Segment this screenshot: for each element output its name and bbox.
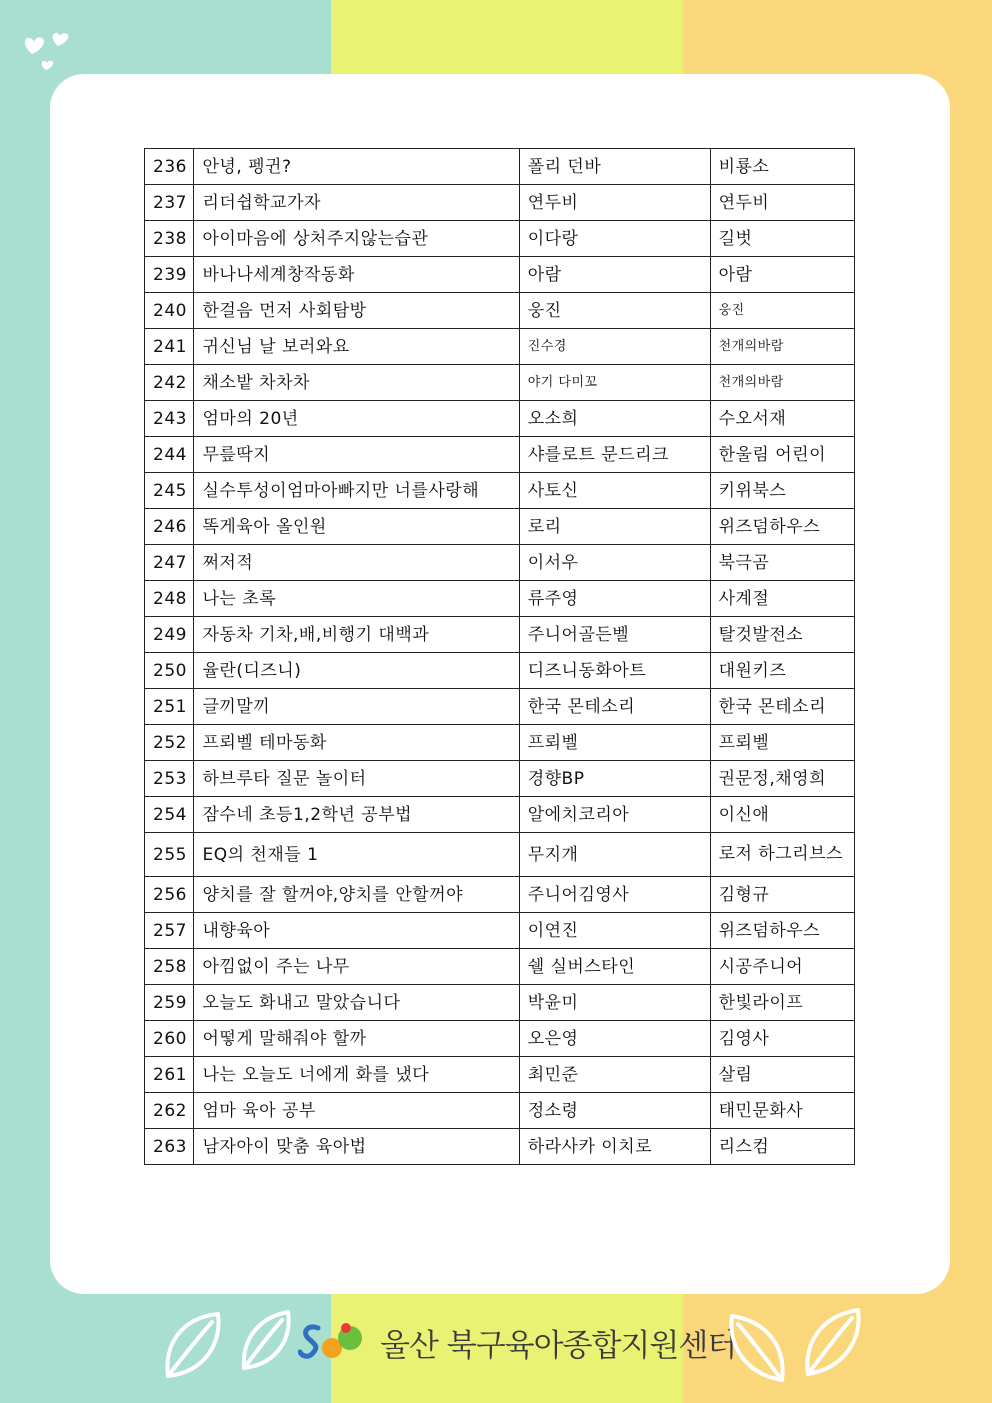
table-row: [145, 833, 855, 877]
table-row: [145, 149, 855, 185]
table-row: [145, 1057, 855, 1093]
book-author: 쉘 실버스타인: [519, 949, 710, 985]
book-publisher: 길벗: [710, 221, 854, 257]
row-number: 252: [145, 725, 194, 761]
row-number: 257: [145, 913, 194, 949]
table-row: [145, 437, 855, 473]
book-publisher: 살림: [710, 1057, 854, 1093]
table-row: [145, 1021, 855, 1057]
book-title: 엄마의 20년: [194, 401, 519, 437]
book-author: 알에치코리아: [519, 797, 710, 833]
row-number: 254: [145, 797, 194, 833]
row-number: 259: [145, 985, 194, 1021]
book-publisher: 웅진: [710, 293, 854, 329]
book-title: 귀신님 날 보러와요: [194, 329, 519, 365]
leaf-icon: [722, 1308, 792, 1388]
row-number: 236: [145, 149, 194, 185]
book-author: 류주영: [519, 581, 710, 617]
book-publisher: 위즈덤하우스: [710, 509, 854, 545]
table-row: [145, 509, 855, 545]
row-number: 258: [145, 949, 194, 985]
book-author: 프뢰벨: [519, 725, 710, 761]
table-row: [145, 877, 855, 913]
book-author: 샤를로트 문드리크: [519, 437, 710, 473]
book-publisher: 김영사: [710, 1021, 854, 1057]
table-row: [145, 617, 855, 653]
book-author: 야기 다미꼬: [519, 365, 710, 401]
book-title: 자동차 기차,배,비행기 대백과: [194, 617, 519, 653]
book-publisher: 수오서재: [710, 401, 854, 437]
row-number: 249: [145, 617, 194, 653]
row-number: 250: [145, 653, 194, 689]
book-title: 리더쉽학교가자: [194, 185, 519, 221]
book-title: 나는 초록: [194, 581, 519, 617]
book-title: 프뢰벨 테마동화: [194, 725, 519, 761]
book-title: 아이마음에 상처주지않는습관: [194, 221, 519, 257]
leaf-icon: [236, 1306, 296, 1376]
book-author: 정소령: [519, 1093, 710, 1129]
book-publisher: 연두비: [710, 185, 854, 221]
book-publisher: 사계절: [710, 581, 854, 617]
hearts-icon: [18, 24, 82, 74]
book-publisher: 프뢰벨: [710, 725, 854, 761]
book-title: 채소밭 차차차: [194, 365, 519, 401]
book-author: 디즈니동화아트: [519, 653, 710, 689]
book-author: 아람: [519, 257, 710, 293]
leaf-icon: [158, 1306, 228, 1386]
book-title: 실수투성이엄마아빠지만 너를사랑해: [194, 473, 519, 509]
book-author: 이서우: [519, 545, 710, 581]
table-row: [145, 581, 855, 617]
table-row: [145, 1129, 855, 1165]
row-number: 255: [145, 833, 194, 877]
row-number: 260: [145, 1021, 194, 1057]
table-row: [145, 473, 855, 509]
table-row: [145, 985, 855, 1021]
book-title: 남자아이 맞춤 육아법: [194, 1129, 519, 1165]
table-row: [145, 185, 855, 221]
book-publisher: 아람: [710, 257, 854, 293]
book-author: 오소희: [519, 401, 710, 437]
book-title: 나는 오늘도 너에게 화를 냈다: [194, 1057, 519, 1093]
book-publisher: 한울림 어린이: [710, 437, 854, 473]
book-publisher: 태민문화사: [710, 1093, 854, 1129]
book-title: 하브루타 질문 놀이터: [194, 761, 519, 797]
book-author: 경향BP: [519, 761, 710, 797]
table-row: [145, 949, 855, 985]
row-number: 246: [145, 509, 194, 545]
row-number: 261: [145, 1057, 194, 1093]
book-publisher: 권문정,채영희: [710, 761, 854, 797]
table-row: [145, 761, 855, 797]
book-author: 오은영: [519, 1021, 710, 1057]
book-title: 내향육아: [194, 913, 519, 949]
book-publisher: 천개의바람: [710, 329, 854, 365]
book-title: 한걸음 먼저 사회탐방: [194, 293, 519, 329]
row-number: 243: [145, 401, 194, 437]
book-author: 무지개: [519, 833, 710, 877]
table-row: [145, 293, 855, 329]
table-row: [145, 329, 855, 365]
book-publisher: 대원키즈: [710, 653, 854, 689]
row-number: 262: [145, 1093, 194, 1129]
book-publisher: 북극곰: [710, 545, 854, 581]
book-publisher: 이신애: [710, 797, 854, 833]
book-author: 주니어골든벨: [519, 617, 710, 653]
book-title: 양치를 잘 할꺼야,양치를 안할꺼야: [194, 877, 519, 913]
row-number: 256: [145, 877, 194, 913]
book-publisher: 천개의바람: [710, 365, 854, 401]
book-author: 로리: [519, 509, 710, 545]
book-title: 쩌저적: [194, 545, 519, 581]
row-number: 251: [145, 689, 194, 725]
book-author: 사토신: [519, 473, 710, 509]
footer: [0, 1300, 992, 1403]
book-title: 오늘도 화내고 말았습니다: [194, 985, 519, 1021]
row-number: 238: [145, 221, 194, 257]
book-author: 박윤미: [519, 985, 710, 1021]
table-row: [145, 221, 855, 257]
row-number: 248: [145, 581, 194, 617]
row-number: 241: [145, 329, 194, 365]
book-title: 바나나세계창작동화: [194, 257, 519, 293]
book-publisher: 리스컴: [710, 1129, 854, 1165]
table-row: [145, 689, 855, 725]
book-author: 연두비: [519, 185, 710, 221]
leaf-icon: [800, 1304, 866, 1382]
book-author: 웅진: [519, 293, 710, 329]
book-title: EQ의 천재들 1: [194, 833, 519, 877]
book-author: 폴리 던바: [519, 149, 710, 185]
book-author: 주니어김영사: [519, 877, 710, 913]
row-number: 240: [145, 293, 194, 329]
row-number: 244: [145, 437, 194, 473]
book-author: 진수경: [519, 329, 710, 365]
table-row: [145, 545, 855, 581]
table-row: [145, 1093, 855, 1129]
row-number: 237: [145, 185, 194, 221]
book-title: 엄마 육아 공부: [194, 1093, 519, 1129]
book-publisher: 위즈덤하우스: [710, 913, 854, 949]
book-title: 안녕, 펭귄?: [194, 149, 519, 185]
book-title: 율란(디즈니): [194, 653, 519, 689]
table-row: [145, 401, 855, 437]
table-row: [145, 257, 855, 293]
book-publisher: 한빛라이프: [710, 985, 854, 1021]
book-title: 무릎딱지: [194, 437, 519, 473]
table-row: [145, 725, 855, 761]
book-publisher: 키위북스: [710, 473, 854, 509]
book-title: 어떻게 말해줘야 할까: [194, 1021, 519, 1057]
book-author: 한국 몬테소리: [519, 689, 710, 725]
table-row: [145, 365, 855, 401]
row-number: 239: [145, 257, 194, 293]
book-author: 하라사카 이치로: [519, 1129, 710, 1165]
book-author: 이다랑: [519, 221, 710, 257]
table-row: [145, 797, 855, 833]
book-title: 똑게육아 올인원: [194, 509, 519, 545]
row-number: 242: [145, 365, 194, 401]
book-publisher: 시공주니어: [710, 949, 854, 985]
center-logo-icon: [298, 1318, 370, 1362]
row-number: 247: [145, 545, 194, 581]
book-author: 최민준: [519, 1057, 710, 1093]
book-list-table: [144, 148, 855, 1165]
row-number: 245: [145, 473, 194, 509]
table-row: [145, 913, 855, 949]
row-number: 263: [145, 1129, 194, 1165]
book-author: 이연진: [519, 913, 710, 949]
center-name: 울산 북구육아종합지원센터: [380, 1328, 737, 1364]
book-publisher: 비룡소: [710, 149, 854, 185]
table-row: [145, 653, 855, 689]
book-title: 글끼말끼: [194, 689, 519, 725]
book-publisher: 로저 하그리브스: [710, 833, 854, 877]
book-publisher: 김형규: [710, 877, 854, 913]
book-title: 아낌없이 주는 나무: [194, 949, 519, 985]
book-publisher: 한국 몬테소리: [710, 689, 854, 725]
book-publisher: 탈것발전소: [710, 617, 854, 653]
book-title: 잠수네 초등1,2학년 공부법: [194, 797, 519, 833]
row-number: 253: [145, 761, 194, 797]
